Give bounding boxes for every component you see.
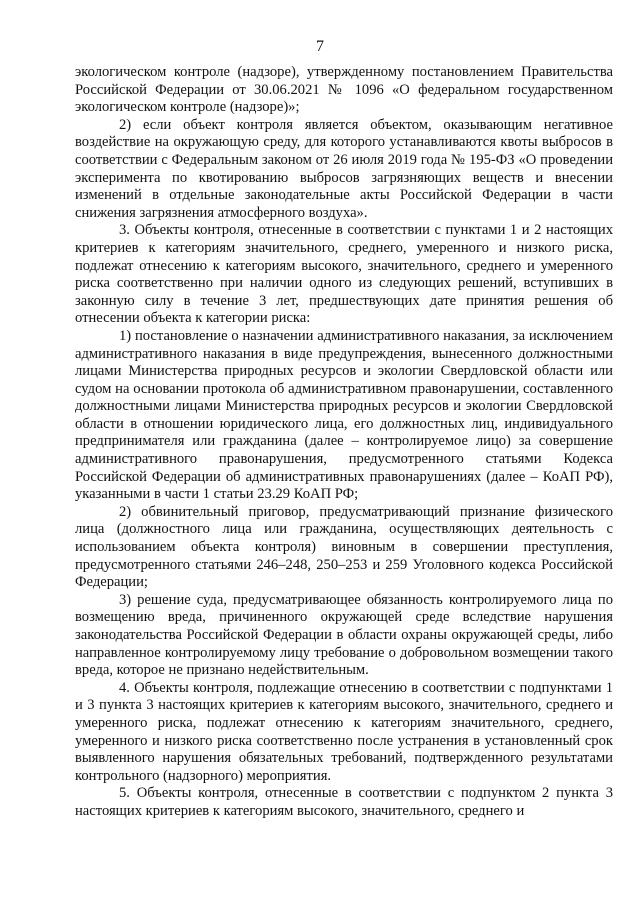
paragraph-clause-3-item-3: 3) решение суда, предусматривающее обязанность контролируемого лица по возмещению вреда, причиненного окружающей среде вследствие нарушения законодательства Российской Федерации в области охраны окружающей среды, либо направленное контролируемому лицу требование о добровольном возмещении такого вреда, которое не признано недействительным. [75, 591, 613, 679]
paragraph-clause-5: 5. Объекты контроля, отнесенные в соответствии с подпунктом 2 пункта 3 настоящих критериев к категориям высокого, значительного, среднего и [75, 785, 613, 819]
page-number: 7 [316, 38, 324, 55]
paragraph-clause-3-item-2: 2) обвинительный приговор, предусматривающий признание физического лица (должностного лица или гражданина, осуществляющих деятельность с использованием объекта контроля) виновным в совершении преступления, предусмотренного статьями 246–248, 250–253 и 259 Уголовного кодекса Российской Федерации; [75, 503, 613, 591]
paragraph-clause-4: 4. Объекты контроля, подлежащие отнесению в соответствии с подпунктами 1 и 3 пункта 3 настоящих критериев к категориям высокого, значительного, среднего и умеренного риска, подлежат отнесению к категориям значительного, среднего, умеренного и низкого риска соответственно после устранения в установленный срок выявленного нарушения обязательных требований, подтвержденного результатами контрольного (надзорного) мероприятия. [75, 679, 613, 784]
paragraph-item-2: 2) если объект контроля является объектом, оказывающим негативное воздействие на окружающую среду, для которого устанавливаются квоты выбросов в соответствии с Федеральным законом от 26 июля 2019 года № 195-ФЗ «О проведении эксперимента по квотированию выбросов загрязняющих веществ и внесении изменений в отдельные законодательные акты Российской Федерации в части снижения загрязнения атмосферного воздуха». [75, 116, 613, 221]
paragraph-clause-3: 3. Объекты контроля, отнесенные в соответствии с пунктами 1 и 2 настоящих критериев к категориям значительного, среднего, умеренного и низкого риска, подлежат отнесению к категориям высокого, значительного, среднего и умеренного риска соответственно при наличии одного из следующих решений, вступивших в законную силу в течение 3 лет, предшествующих дате принятия решения об отнесении объекта к категории риска: [75, 222, 613, 327]
paragraph-clause-3-item-1: 1) постановление о назначении административного наказания, за исключением административного наказания в виде предупреждения, вынесенного должностными лицами Министерства природных ресурсов и экологии Свердловской области или судом на основании протокола об административном правонарушении, составленного должностными лицами Министерства природных ресурсов и экологии Свердловской области в отношении юридического лица, его должностных лиц, индивидуального предпринимателя или гражданина (далее – контролируемое лицо) за совершение административного правонарушения, предусмотренного статьями Кодекса Российской Федерации об административных правонарушениях (далее – КоАП РФ), указанными в части 1 статьи 23.29 КоАП РФ; [75, 327, 613, 503]
document-body [75, 64, 613, 821]
paragraph-continuation: экологическом контроле (надзоре), утвержденному постановлением Правительства Российской Федерации от 30.06.2021 № 1096 «О федеральном государственном экологическом контроле (надзоре)»; [75, 64, 613, 116]
